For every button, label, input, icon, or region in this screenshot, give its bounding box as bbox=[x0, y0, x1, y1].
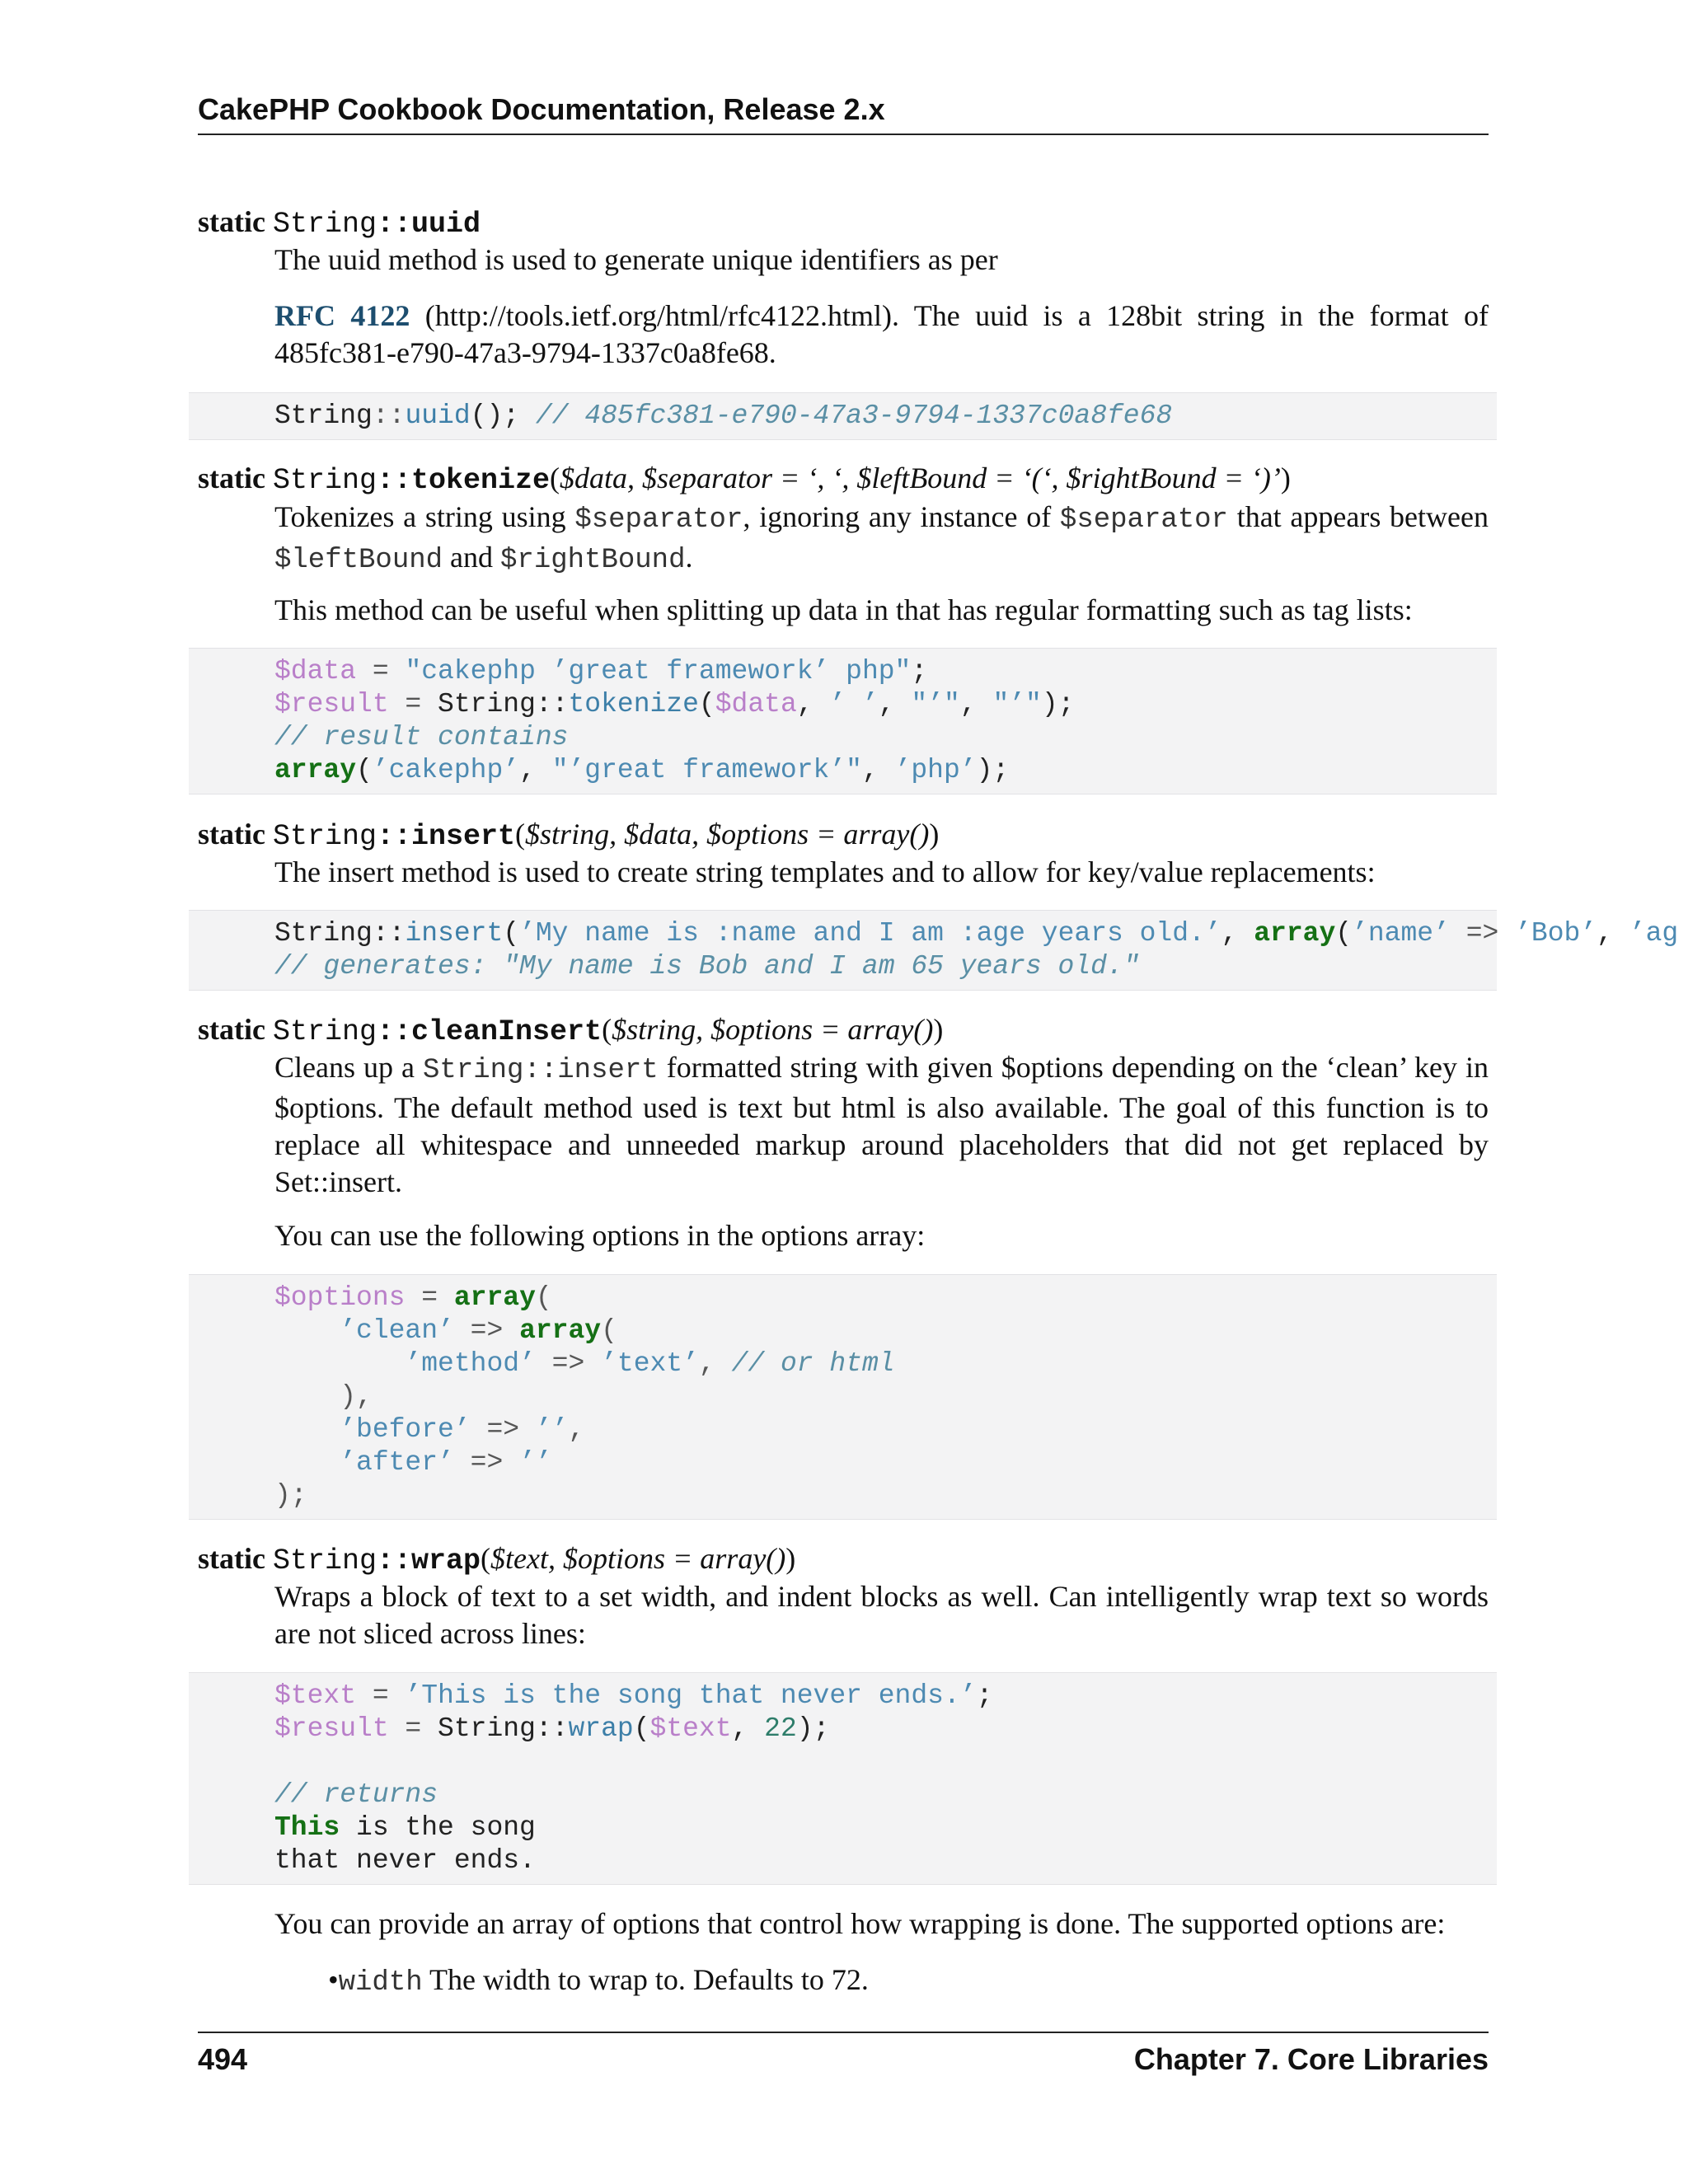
signature-cleaninsert: static String::cleanInsert($string, $options = array()) bbox=[198, 1013, 944, 1048]
cleaninsert-desc-1: Cleans up a String::insert formatted string with given $options depending on the ‘clean’ key in $options. The default method used is text but html is also available. The goal of this function is to replace all whitespace and unneeded markup around placeholders that did not get replaced by Set::insert. bbox=[274, 1051, 1489, 1198]
page-number: 494 bbox=[198, 2042, 248, 2076]
code-block-wrap: $text = ’This is the song that never ends.’; $result = String::wrap($text, 22); // returns This is the song that never ends. bbox=[189, 1672, 1497, 1885]
wrap-desc-2: You can provide an array of options that control how wrapping is done. The supported options are: bbox=[274, 1907, 1446, 1940]
signature-insert: static String::insert($string, $data, $options = array()) bbox=[198, 818, 940, 853]
uuid-desc-2 bbox=[274, 298, 1489, 372]
separator: :: bbox=[377, 208, 412, 241]
method-name: cleanInsert bbox=[411, 1015, 603, 1048]
code-block-uuid: String::uuid(); // 485fc381-e790-47a3-9794-1337c0a8fe68 bbox=[189, 392, 1497, 440]
method-name: tokenize bbox=[411, 464, 551, 497]
tokenize-desc-2: This method can be useful when splitting up data in that has regular formatting such as tag lists: bbox=[274, 593, 1413, 626]
rfc-link[interactable]: RFC 4122 bbox=[274, 299, 410, 332]
code-block-insert: String::insert(’My name is :name and I am :age years old.’, array(’name’ => ’Bob’, ’ag // generates: "My name is Bob and I am 65 years old." bbox=[189, 910, 1497, 991]
uuid-desc-1: The uuid method is used to generate unique identifiers as per bbox=[274, 243, 998, 276]
uuid-desc-2-text: (http://tools.ietf.org/html/rfc4122.html). The uuid is a 128bit string in the format of 485fc381-e790-47a3-9794-1337c0a8fe68. bbox=[274, 299, 1489, 369]
list-item: •width The width to wrap to. Defaults to 72. bbox=[328, 1963, 869, 1999]
signature-wrap: static String::wrap($text, $options = array()) bbox=[198, 1542, 796, 1577]
header-rule bbox=[198, 134, 1489, 135]
signature-uuid bbox=[198, 204, 1492, 242]
method-name: uuid bbox=[411, 208, 481, 241]
parameters: $string, $data, $options = array() bbox=[525, 818, 930, 851]
parameters: $text, $options = array() bbox=[490, 1542, 786, 1575]
tokenize-desc-1: Tokenizes a string using $separator, ignoring any instance of $separator that appears between $leftBound and $rightBound. bbox=[274, 500, 1489, 576]
method-name: insert bbox=[411, 820, 516, 853]
insert-desc: The insert method is used to create string templates and to allow for key/value replacements: bbox=[274, 855, 1376, 888]
footer-rule bbox=[198, 2032, 1489, 2033]
static-keyword: static bbox=[198, 205, 265, 238]
chapter-title: Chapter 7. Core Libraries bbox=[1133, 2042, 1489, 2076]
code-block-tokenize: $data = "cakephp ’great framework’ php"; $result = String::tokenize($data, ’ ’, "’", "’"); // result contains array(’cakephp’, "’great framework’", ’php’); bbox=[189, 648, 1497, 794]
cleaninsert-desc-2: You can use the following options in the options array: bbox=[274, 1219, 926, 1252]
method-name: wrap bbox=[411, 1544, 481, 1577]
wrap-desc: Wraps a block of text to a set width, and indent blocks as well. Can intelligently wrap text so words are not sliced across lines: bbox=[274, 1580, 1489, 1650]
running-header: CakePHP Cookbook Documentation, Release 2.x bbox=[198, 92, 885, 126]
parameters: $data, $separator = ‘, ‘, $leftBound = ‘(‘, $rightBound = ‘)’ bbox=[560, 462, 1281, 494]
parameters: $string, $options = array() bbox=[612, 1013, 934, 1046]
signature-tokenize: static String::tokenize($data, $separator = ‘, ‘, $leftBound = ‘(‘, $rightBound = ‘)’) bbox=[198, 462, 1291, 497]
code-block-cleaninsert: $options = array( ’clean’ => array( ’method’ => ’text’, // or html ), ’before’ => ’’, ’after’ => ’’ ); bbox=[189, 1274, 1497, 1520]
bullet-mark: • bbox=[328, 1963, 339, 1996]
class-name: String bbox=[272, 208, 377, 241]
